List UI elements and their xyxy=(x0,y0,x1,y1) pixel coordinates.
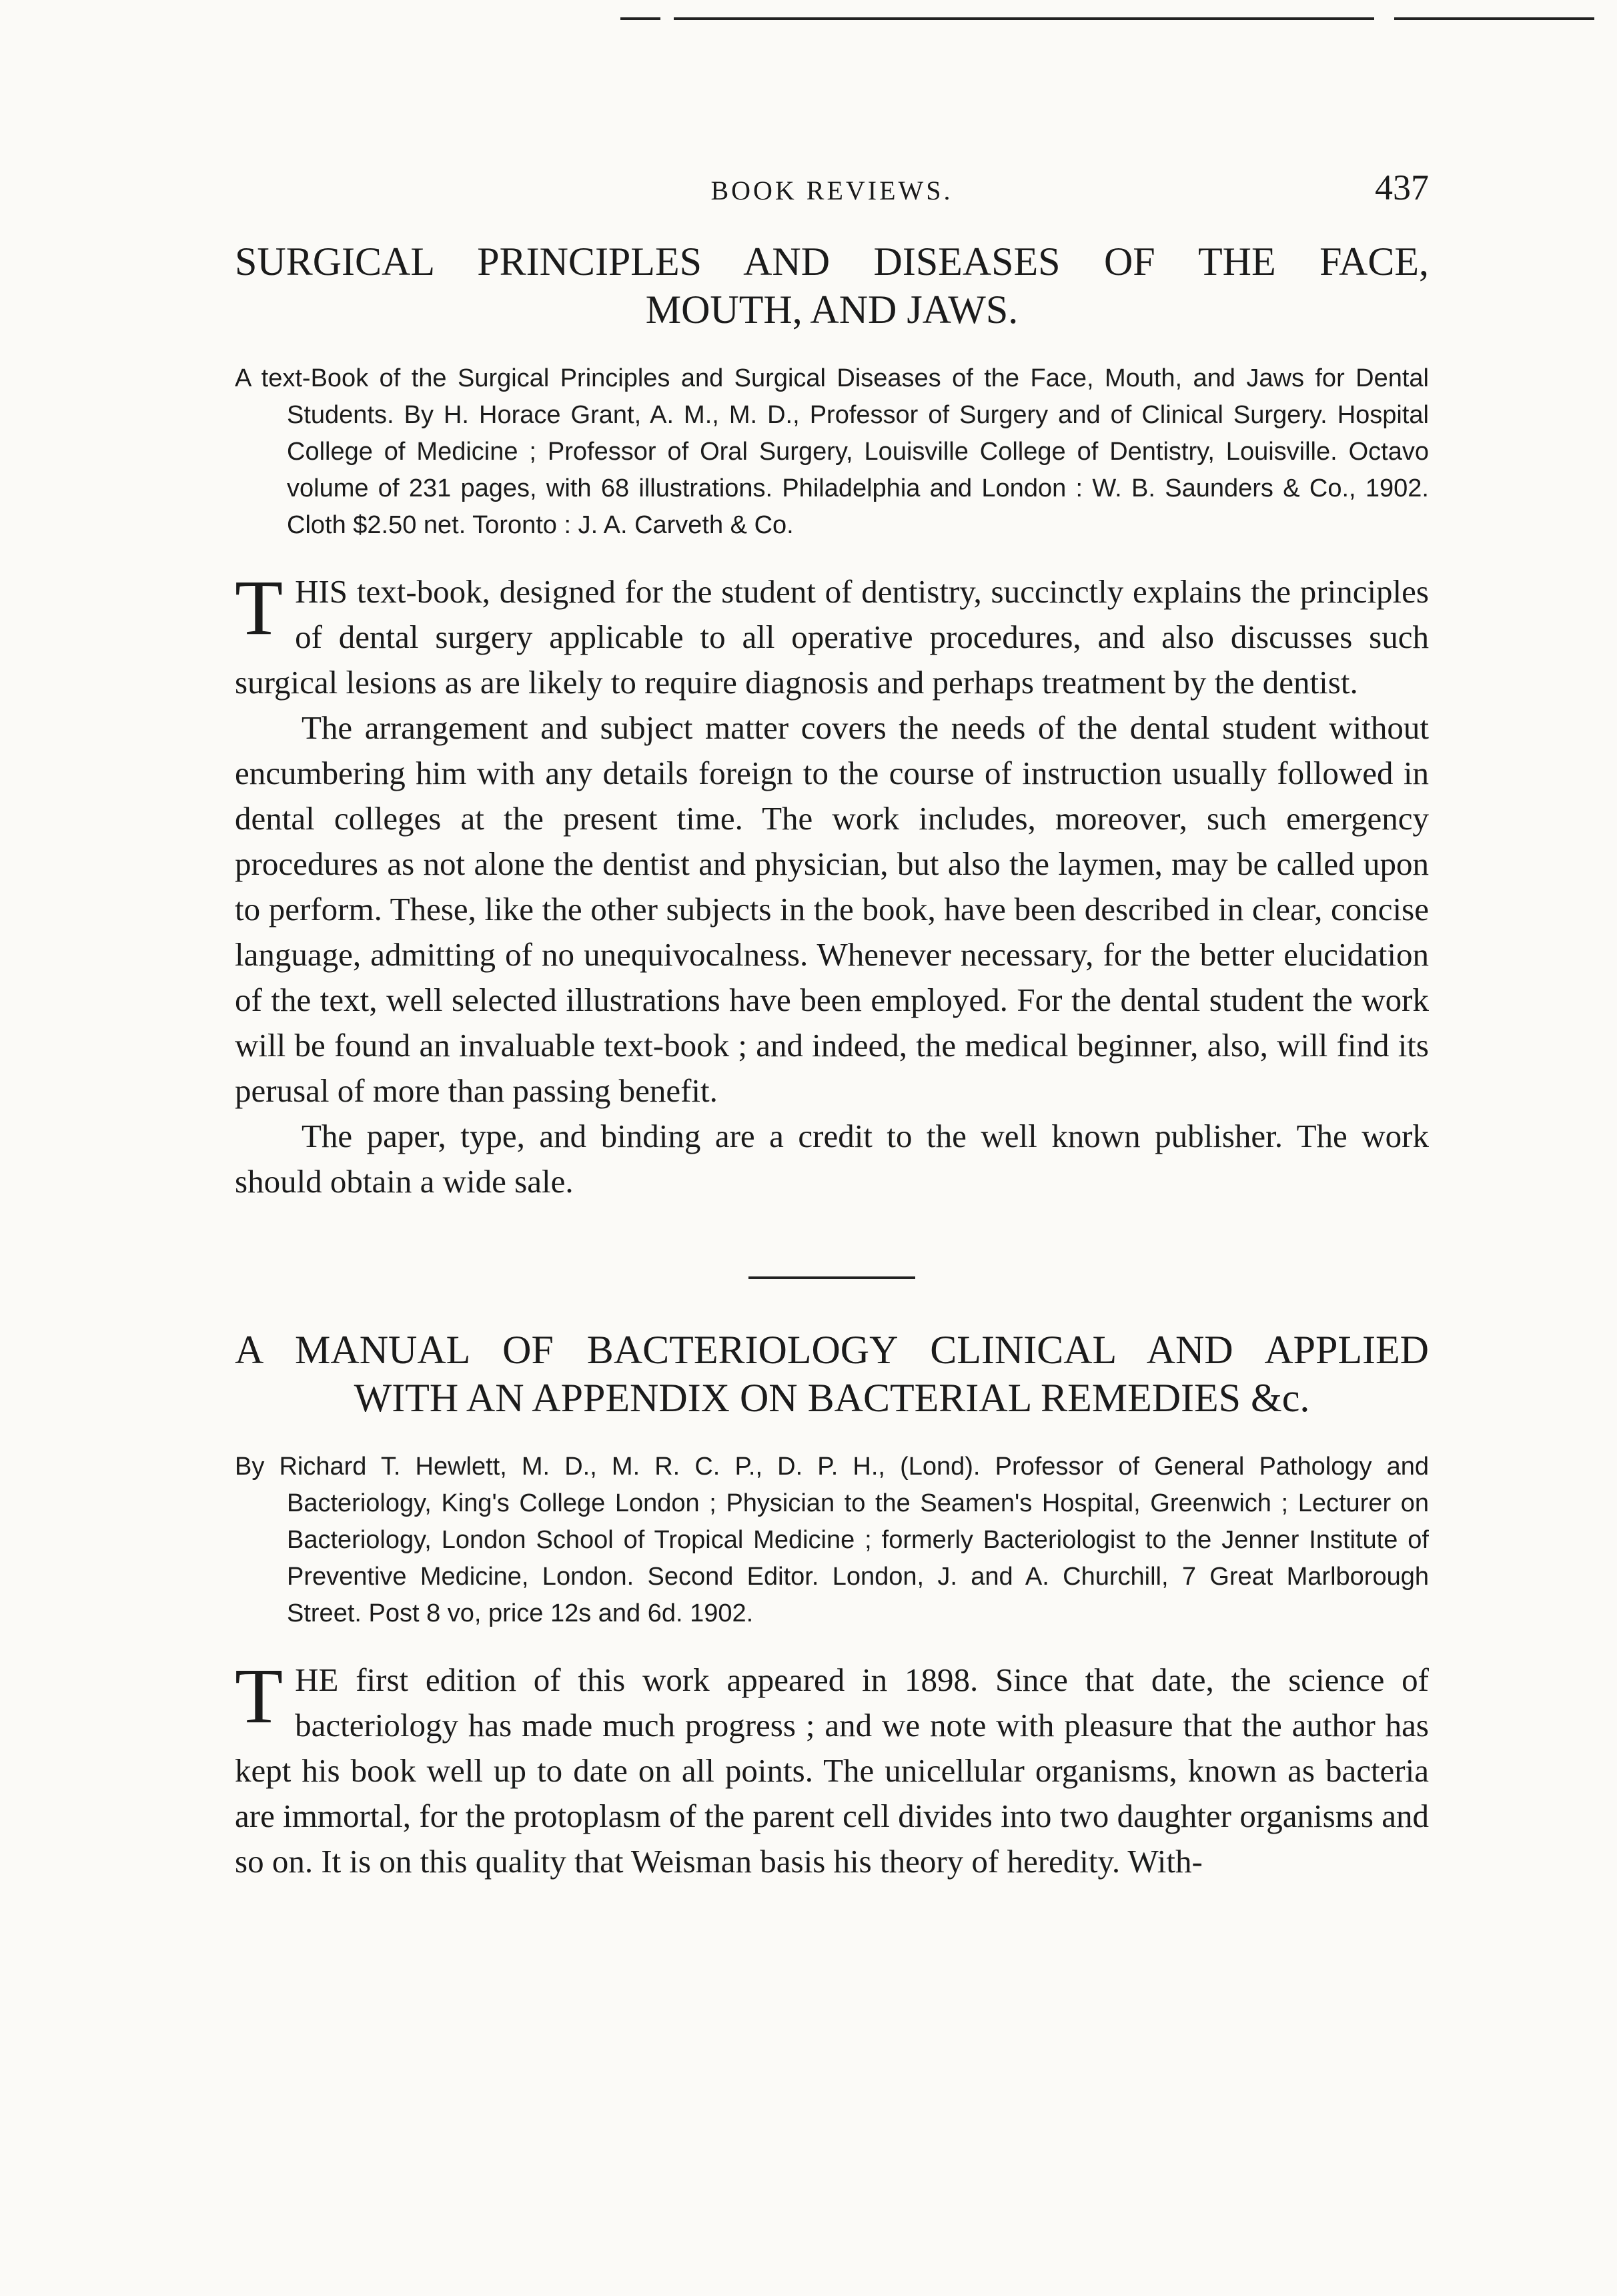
review-paragraph-text: HIS text-book, designed for the student of dentistry, succinctly explains the principles of dental surgery applicable to all operative procedures, and also discusses such surgical lesions as are likely to require diagnosis and perhaps treatment by the dentist. xyxy=(235,573,1429,701)
page-number: 437 xyxy=(1375,167,1429,208)
drop-cap: T xyxy=(235,1652,284,1740)
top-rule xyxy=(674,17,1374,20)
drop-cap: T xyxy=(235,564,284,652)
review-paragraph: The arrangement and subject matter covers the needs of the dental student without encumbering him with any details foreign to the course of instruction usually followed in dental colleges at the present time. The work includes, moreover, such emergency procedures as not alone the dentist and physician, but also the laymen, may be called upon to perform. These, like the other subjects in the book, have been described in clear, concise language, admitting of no unequivocalness. Whenever necessary, for the better elucidation of the text, well selected illustrations have been employed. For the dental student the work will be found an invaluable text-book ; and indeed, the medical beginner, also, will find its perusal of more than passing benefit. xyxy=(235,709,1429,1110)
running-title: BOOK REVIEWS. xyxy=(710,175,953,206)
top-rule xyxy=(620,17,660,20)
running-head xyxy=(235,167,1429,214)
review-bacteriology-manual xyxy=(235,1326,1429,1884)
review-title-line2: MOUTH, AND JAWS. xyxy=(645,288,1019,332)
bibliographic-note: By Richard T. Hewlett, M. D., M. R. C. P., D. P. H., (Lond). Professor of General Pathology and Bacteriology, King's College London ; Physician to the Seamen's Hospital, Greenwich ; Lecturer on Bacteriology, London School of Tropical Medicine ; formerly Bacteriologist to the Jenner Institute of Preventive Medicine, London. Second Editor. London, J. and A. Churchill, 7 Great Marlborough Street. Post 8 vo, price 12s and 6d. 1902. xyxy=(235,1453,1429,1628)
page xyxy=(235,167,1429,1884)
review-paragraph-text: HE first edition of this work appeared in 1898. Since that date, the science of bacteriology has made much progress ; and we note with pleasure that the author has kept his book well up to date on all points. The unicellular organisms, known as bacteria are immortal, for the protoplasm of the parent cell divides into two daughter organisms and so on. It is on this quality that Weisman basis his theory of heredity. With- xyxy=(235,1661,1429,1880)
review-title xyxy=(235,238,1429,334)
bibliographic-note: A text-Book of the Surgical Principles and Surgical Diseases of the Face, Mouth, and Jaws for Dental Students. By H. Horace Grant, A. M., M. D., Professor of Surgery and of Clinical Surgery. Hospital College of Medicine ; Professor of Oral Surgery, Louisville College of Dentistry, Louisville. Octavo volume of 231 pages, with 68 illustrations. Philadelphia and London : W. B. Saunders & Co., 1902. Cloth $2.50 net. Toronto : J. A. Carveth & Co. xyxy=(235,364,1429,540)
review-title xyxy=(235,1326,1429,1422)
review-title-line1: A MANUAL OF BACTERIOLOGY CLINICAL AND APPLIED xyxy=(235,1328,1429,1373)
review-paragraph: The paper, type, and binding are a credit to the well known publisher. The work should obtain a wide sale. xyxy=(235,1118,1429,1200)
review-title-line1: SURGICAL PRINCIPLES AND DISEASES OF THE FACE, xyxy=(235,240,1429,284)
section-divider xyxy=(748,1276,915,1279)
review-title-line2: WITH AN APPENDIX ON BACTERIAL REMEDIES &c. xyxy=(354,1376,1310,1421)
top-rule xyxy=(1394,17,1594,20)
review-paragraph xyxy=(235,564,1429,705)
review-surgical-principles xyxy=(235,238,1429,1204)
review-paragraph xyxy=(235,1652,1429,1884)
